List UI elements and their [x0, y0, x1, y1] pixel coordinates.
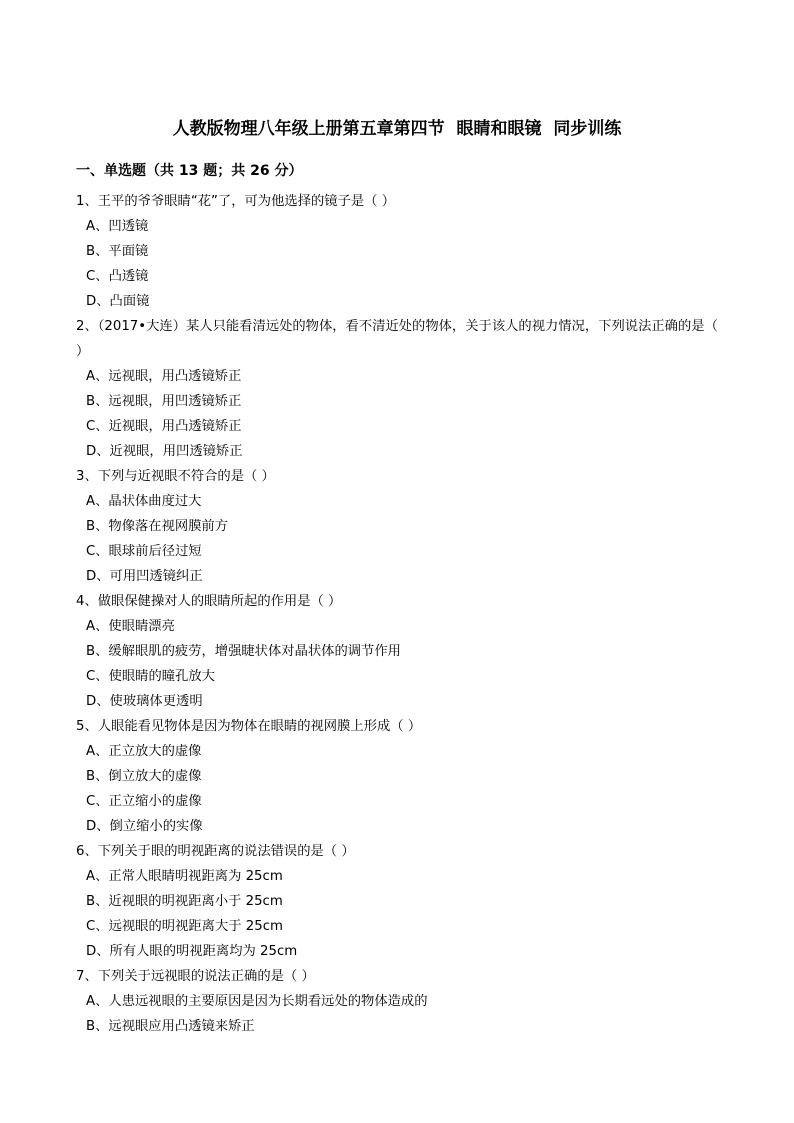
option-text: 正立放大的虚像: [108, 744, 202, 759]
question-stem: [76, 589, 726, 614]
option-label: D、: [86, 444, 110, 459]
option-label: B、: [86, 769, 109, 784]
question-6: [76, 839, 726, 964]
question-text: 下列关于远视眼的说法正确的是（ ）: [97, 969, 315, 984]
option-a: [76, 214, 726, 239]
question-stem: [76, 314, 726, 364]
option-text: 远视眼应用凸透镜来矫正: [108, 1019, 255, 1034]
option-label: C、: [86, 419, 109, 434]
option-text: 正立缩小的虚像: [108, 794, 202, 809]
option-c: [76, 789, 726, 814]
option-text: 远视眼，用凹透镜矫正: [108, 394, 242, 409]
question-stem: [76, 714, 726, 739]
option-text: 倒立放大的虚像: [108, 769, 202, 784]
option-a: [76, 614, 726, 639]
question-3: [76, 464, 726, 589]
option-label: C、: [86, 794, 109, 809]
question-stem: [76, 964, 726, 989]
option-text: 近视眼，用凹透镜矫正: [109, 444, 243, 459]
option-text: 凹透镜: [108, 219, 149, 234]
option-label: A、: [86, 619, 109, 634]
question-text: 做眼保健操对人的眼睛所起的作用是（ ）: [97, 594, 342, 609]
option-label: B、: [86, 894, 109, 909]
option-text: 晶状体曲度过大: [108, 494, 202, 509]
question-2: [76, 314, 726, 464]
question-text: （2017•大连）某人只能看清远处的物体，看不清近处的物体，关于该人的视力情况，下列说法正确的是（ ）: [76, 319, 718, 359]
option-label: A、: [86, 369, 109, 384]
option-text: 所有人眼的明视距离均为 25cm: [109, 944, 298, 959]
option-text: 正常人眼睛明视距离为 25cm: [108, 869, 283, 884]
option-a: [76, 739, 726, 764]
option-label: C、: [86, 919, 109, 934]
option-text: 近视眼的明视距离小于 25cm: [108, 894, 283, 909]
question-text: 王平的爷爷眼睛“花”了，可为他选择的镜子是（ ）: [97, 194, 396, 209]
option-text: 可用凹透镜纠正: [109, 569, 203, 584]
option-c: [76, 264, 726, 289]
question-number: 5、: [76, 719, 98, 734]
option-text: 近视眼，用凸透镜矫正: [108, 419, 242, 434]
option-d: [76, 564, 726, 589]
option-label: B、: [86, 244, 109, 259]
option-b: [76, 764, 726, 789]
option-label: D、: [86, 944, 110, 959]
option-d: [76, 439, 726, 464]
option-label: B、: [86, 394, 109, 409]
option-label: C、: [86, 544, 109, 559]
option-b: [76, 889, 726, 914]
option-label: A、: [86, 494, 109, 509]
question-number: 7、: [76, 969, 98, 984]
option-label: D、: [86, 694, 110, 709]
option-d: [76, 939, 726, 964]
option-label: B、: [86, 1019, 109, 1034]
option-c: [76, 664, 726, 689]
option-text: 倒立缩小的实像: [109, 819, 203, 834]
option-label: D、: [86, 294, 110, 309]
document-title: 人教版物理八年级上册第五章第四节 眼睛和眼镜 同步训练: [172, 119, 622, 139]
question-number: 4、: [76, 594, 98, 609]
question-stem: [76, 189, 726, 214]
question-number: 2、: [76, 319, 98, 334]
option-text: 人患远视眼的主要原因是因为长期看远处的物体造成的: [108, 994, 428, 1009]
question-4: [76, 589, 726, 714]
option-a: [76, 989, 726, 1014]
option-c: [76, 914, 726, 939]
option-text: 远视眼，用凸透镜矫正: [108, 369, 242, 384]
option-label: A、: [86, 219, 109, 234]
option-b: [76, 514, 726, 539]
option-b: [76, 639, 726, 664]
option-text: 使玻璃体更透明: [109, 694, 203, 709]
option-d: [76, 289, 726, 314]
option-b: [76, 1014, 726, 1039]
option-label: D、: [86, 819, 110, 834]
option-text: 凸透镜: [108, 269, 149, 284]
option-label: B、: [86, 519, 109, 534]
option-text: 凸面镜: [109, 294, 150, 309]
option-a: [76, 364, 726, 389]
section-heading: 一、单选题（共 13 题；共 26 分）: [76, 163, 303, 179]
option-label: C、: [86, 669, 109, 684]
option-a: [76, 489, 726, 514]
document-content: [76, 160, 726, 1039]
option-label: C、: [86, 269, 109, 284]
option-label: A、: [86, 744, 109, 759]
option-text: 远视眼的明视距离大于 25cm: [108, 919, 283, 934]
option-text: 物像落在视网膜前方: [108, 519, 229, 534]
option-text: 平面镜: [108, 244, 149, 259]
option-text: 缓解眼肌的疲劳，增强睫状体对晶状体的调节作用: [108, 644, 401, 659]
question-7: [76, 964, 726, 1039]
question-text: 下列与近视眼不符合的是（ ）: [97, 469, 275, 484]
option-label: A、: [86, 869, 109, 884]
option-label: A、: [86, 994, 109, 1009]
option-a: [76, 864, 726, 889]
option-text: 眼球前后径过短: [108, 544, 202, 559]
option-label: D、: [86, 569, 110, 584]
option-d: [76, 689, 726, 714]
question-text: 人眼能看见物体是因为物体在眼睛的视网膜上形成（ ）: [97, 719, 422, 734]
option-c: [76, 539, 726, 564]
question-number: 6、: [76, 844, 98, 859]
option-b: [76, 239, 726, 264]
question-1: [76, 189, 726, 314]
option-c: [76, 414, 726, 439]
question-5: [76, 714, 726, 839]
option-label: B、: [86, 644, 109, 659]
question-text: 下列关于眼的明视距离的说法错误的是（ ）: [97, 844, 355, 859]
question-number: 1、: [76, 194, 98, 209]
option-d: [76, 814, 726, 839]
question-stem: [76, 839, 726, 864]
option-b: [76, 389, 726, 414]
question-stem: [76, 464, 726, 489]
option-text: 使眼睛的瞳孔放大: [108, 669, 215, 684]
option-text: 使眼睛漂亮: [108, 619, 175, 634]
question-number: 3、: [76, 469, 98, 484]
